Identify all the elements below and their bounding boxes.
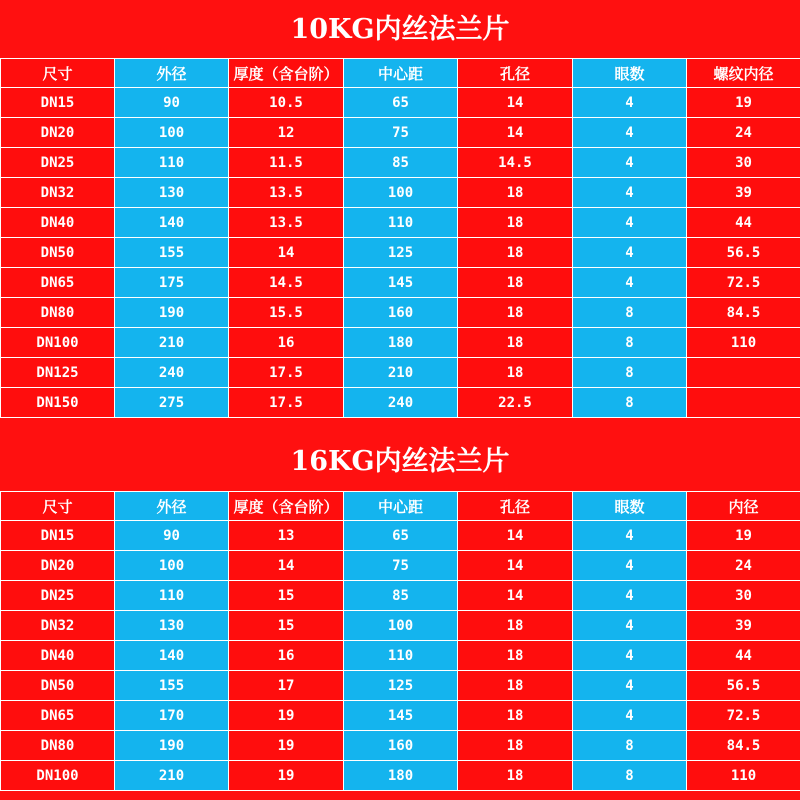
cell-hole-diameter: 14.5 [458, 148, 573, 178]
cell-hole-diameter: 18 [458, 731, 573, 761]
cell-hole-diameter: 18 [458, 238, 573, 268]
table-header [1, 492, 800, 521]
cell-outer-diameter: 130 [115, 178, 229, 208]
cell-outer-diameter: 140 [115, 641, 229, 671]
table-row [1, 761, 800, 791]
cell-inner-diameter: 84.5 [687, 298, 800, 328]
table-row [1, 148, 800, 178]
header-center-distance: 中心距 [344, 492, 458, 521]
cell-thickness: 14 [229, 238, 344, 268]
cell-center-distance: 75 [344, 118, 458, 148]
cell-size: DN32 [1, 178, 115, 208]
cell-hole-count: 4 [573, 118, 687, 148]
cell-thickness: 17 [229, 671, 344, 701]
header-outer-diameter: 外径 [115, 492, 229, 521]
table-row [1, 581, 800, 611]
header-center-distance: 中心距 [344, 59, 458, 88]
cell-center-distance: 240 [344, 388, 458, 418]
cell-hole-diameter: 18 [458, 358, 573, 388]
cell-inner-diameter: 30 [687, 581, 800, 611]
cell-inner-diameter [687, 388, 800, 418]
cell-hole-diameter: 14 [458, 551, 573, 581]
cell-hole-diameter: 14 [458, 88, 573, 118]
cell-thickness: 19 [229, 761, 344, 791]
cell-size: DN20 [1, 551, 115, 581]
cell-size: DN40 [1, 641, 115, 671]
table-body [1, 88, 800, 418]
cell-size: DN65 [1, 701, 115, 731]
cell-outer-diameter: 190 [115, 298, 229, 328]
table-row [1, 298, 800, 328]
cell-center-distance: 65 [344, 88, 458, 118]
cell-hole-count: 8 [573, 298, 687, 328]
cell-inner-diameter: 56.5 [687, 238, 800, 268]
cell-center-distance: 125 [344, 671, 458, 701]
cell-size: DN100 [1, 761, 115, 791]
cell-thickness: 12 [229, 118, 344, 148]
table-row [1, 611, 800, 641]
cell-outer-diameter: 110 [115, 148, 229, 178]
cell-size: DN80 [1, 298, 115, 328]
cell-outer-diameter: 175 [115, 268, 229, 298]
cell-outer-diameter: 275 [115, 388, 229, 418]
cell-hole-diameter: 14 [458, 581, 573, 611]
cell-outer-diameter: 100 [115, 551, 229, 581]
cell-center-distance: 145 [344, 268, 458, 298]
cell-center-distance: 110 [344, 641, 458, 671]
header-size: 尺寸 [1, 59, 115, 88]
cell-outer-diameter: 210 [115, 761, 229, 791]
cell-thickness: 16 [229, 641, 344, 671]
cell-center-distance: 100 [344, 611, 458, 641]
cell-inner-diameter: 110 [687, 761, 800, 791]
cell-outer-diameter: 155 [115, 671, 229, 701]
header-outer-diameter: 外径 [115, 59, 229, 88]
table-row [1, 88, 800, 118]
table-body [1, 521, 800, 791]
header-thickness: 厚度（含台阶） [229, 492, 344, 521]
cell-size: DN15 [1, 521, 115, 551]
cell-thickness: 19 [229, 731, 344, 761]
cell-hole-count: 8 [573, 328, 687, 358]
cell-thickness: 17.5 [229, 358, 344, 388]
cell-center-distance: 110 [344, 208, 458, 238]
cell-inner-diameter: 110 [687, 328, 800, 358]
spec-table-10kg [0, 58, 800, 418]
cell-center-distance: 75 [344, 551, 458, 581]
cell-thickness: 14 [229, 551, 344, 581]
cell-size: DN100 [1, 328, 115, 358]
cell-inner-diameter: 39 [687, 178, 800, 208]
cell-thickness: 13 [229, 521, 344, 551]
header-hole-count: 眼数 [573, 492, 687, 521]
cell-size: DN50 [1, 671, 115, 701]
cell-hole-diameter: 18 [458, 701, 573, 731]
cell-hole-diameter: 18 [458, 208, 573, 238]
cell-center-distance: 145 [344, 701, 458, 731]
cell-size: DN40 [1, 208, 115, 238]
table-row [1, 388, 800, 418]
table-row [1, 328, 800, 358]
cell-outer-diameter: 90 [115, 88, 229, 118]
cell-inner-diameter: 24 [687, 551, 800, 581]
cell-hole-count: 4 [573, 88, 687, 118]
cell-hole-diameter: 18 [458, 611, 573, 641]
cell-size: DN125 [1, 358, 115, 388]
cell-hole-count: 4 [573, 641, 687, 671]
table-row [1, 208, 800, 238]
cell-hole-diameter: 18 [458, 641, 573, 671]
cell-center-distance: 85 [344, 581, 458, 611]
cell-hole-count: 8 [573, 761, 687, 791]
header-hole-diameter: 孔径 [458, 59, 573, 88]
table-header [1, 59, 800, 88]
cell-thickness: 13.5 [229, 178, 344, 208]
cell-inner-diameter: 44 [687, 641, 800, 671]
cell-hole-count: 4 [573, 208, 687, 238]
cell-hole-count: 4 [573, 148, 687, 178]
cell-size: DN80 [1, 731, 115, 761]
table-row [1, 551, 800, 581]
cell-hole-count: 4 [573, 671, 687, 701]
table-row [1, 521, 800, 551]
cell-size: DN25 [1, 148, 115, 178]
cell-hole-diameter: 18 [458, 298, 573, 328]
cell-center-distance: 180 [344, 761, 458, 791]
cell-center-distance: 210 [344, 358, 458, 388]
cell-hole-diameter: 14 [458, 118, 573, 148]
table-row [1, 238, 800, 268]
header-hole-count: 眼数 [573, 59, 687, 88]
cell-hole-diameter: 18 [458, 328, 573, 358]
cell-inner-diameter: 56.5 [687, 671, 800, 701]
cell-thickness: 15 [229, 581, 344, 611]
cell-hole-diameter: 22.5 [458, 388, 573, 418]
cell-size: DN65 [1, 268, 115, 298]
header-thickness: 厚度（含台阶） [229, 59, 344, 88]
cell-inner-diameter: 19 [687, 88, 800, 118]
cell-center-distance: 125 [344, 238, 458, 268]
cell-hole-count: 8 [573, 731, 687, 761]
table-row [1, 118, 800, 148]
table-row [1, 701, 800, 731]
table-row [1, 268, 800, 298]
header-size: 尺寸 [1, 492, 115, 521]
cell-outer-diameter: 170 [115, 701, 229, 731]
section-title-16kg: 16KG内丝法兰片 [290, 446, 510, 477]
table-row [1, 731, 800, 761]
cell-size: DN20 [1, 118, 115, 148]
cell-hole-count: 4 [573, 701, 687, 731]
cell-inner-diameter: 84.5 [687, 731, 800, 761]
cell-hole-count: 4 [573, 268, 687, 298]
cell-center-distance: 65 [344, 521, 458, 551]
cell-hole-diameter: 18 [458, 671, 573, 701]
cell-outer-diameter: 130 [115, 611, 229, 641]
header-inner-diameter: 螺纹内径 [687, 59, 800, 88]
cell-size: DN25 [1, 581, 115, 611]
cell-thickness: 10.5 [229, 88, 344, 118]
cell-center-distance: 160 [344, 731, 458, 761]
cell-inner-diameter: 30 [687, 148, 800, 178]
cell-inner-diameter [687, 358, 800, 388]
table-row [1, 671, 800, 701]
cell-thickness: 15.5 [229, 298, 344, 328]
cell-thickness: 17.5 [229, 388, 344, 418]
spec-table-16kg [0, 491, 800, 791]
cell-size: DN32 [1, 611, 115, 641]
cell-outer-diameter: 100 [115, 118, 229, 148]
cell-center-distance: 180 [344, 328, 458, 358]
cell-hole-count: 4 [573, 178, 687, 208]
cell-hole-diameter: 18 [458, 761, 573, 791]
cell-outer-diameter: 190 [115, 731, 229, 761]
cell-thickness: 13.5 [229, 208, 344, 238]
section-title-10kg: 10KG内丝法兰片 [290, 14, 510, 45]
cell-inner-diameter: 39 [687, 611, 800, 641]
cell-inner-diameter: 72.5 [687, 701, 800, 731]
cell-inner-diameter: 24 [687, 118, 800, 148]
cell-thickness: 16 [229, 328, 344, 358]
cell-hole-count: 8 [573, 358, 687, 388]
cell-center-distance: 160 [344, 298, 458, 328]
cell-center-distance: 85 [344, 148, 458, 178]
cell-thickness: 15 [229, 611, 344, 641]
cell-inner-diameter: 72.5 [687, 268, 800, 298]
cell-hole-count: 4 [573, 611, 687, 641]
cell-thickness: 19 [229, 701, 344, 731]
cell-inner-diameter: 44 [687, 208, 800, 238]
table-row [1, 358, 800, 388]
cell-outer-diameter: 240 [115, 358, 229, 388]
cell-thickness: 14.5 [229, 268, 344, 298]
table-row [1, 641, 800, 671]
cell-outer-diameter: 110 [115, 581, 229, 611]
cell-center-distance: 100 [344, 178, 458, 208]
cell-hole-count: 8 [573, 388, 687, 418]
cell-size: DN150 [1, 388, 115, 418]
cell-size: DN50 [1, 238, 115, 268]
cell-inner-diameter: 19 [687, 521, 800, 551]
header-inner-diameter: 内径 [687, 492, 800, 521]
header-hole-diameter: 孔径 [458, 492, 573, 521]
cell-hole-count: 4 [573, 581, 687, 611]
cell-hole-diameter: 18 [458, 178, 573, 208]
cell-hole-count: 4 [573, 551, 687, 581]
cell-thickness: 11.5 [229, 148, 344, 178]
cell-hole-diameter: 18 [458, 268, 573, 298]
cell-outer-diameter: 210 [115, 328, 229, 358]
cell-outer-diameter: 90 [115, 521, 229, 551]
cell-hole-count: 4 [573, 521, 687, 551]
cell-outer-diameter: 140 [115, 208, 229, 238]
cell-hole-diameter: 14 [458, 521, 573, 551]
table-row [1, 178, 800, 208]
cell-hole-count: 4 [573, 238, 687, 268]
cell-outer-diameter: 155 [115, 238, 229, 268]
cell-size: DN15 [1, 88, 115, 118]
